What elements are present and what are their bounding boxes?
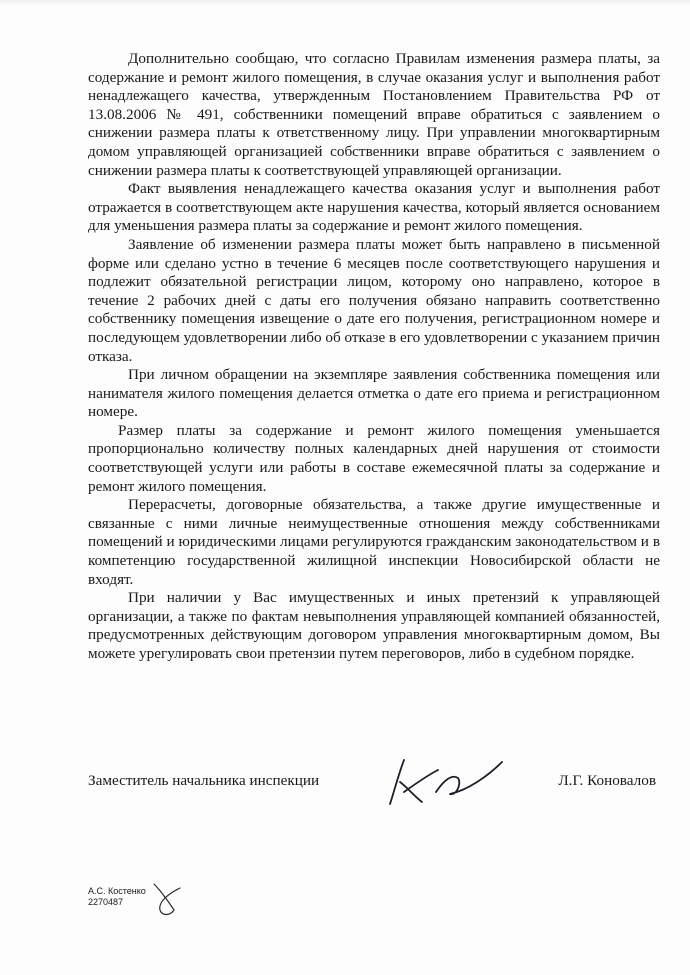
paragraph-2: Факт выявления ненадлежащего качества оказания услуг и выполнения работ отражается в соответствующем акте нарушения качества, который является основанием для уменьшения размера платы за содержание и ремонт жилого помещения. [88,180,660,235]
paragraph-1: Дополнительно сообщаю, что согласно Правилам изменения размера платы, за содержание и ремонт жилого помещения, в случае оказания услуг и выполнения работ ненадлежащего качества, утвержденным Постановлением Правительства РФ от 13.08.2006 № 491, собственники помещений вправе обратиться с заявлением о снижении размера платы к ответственному лицу. При управлении многоквартирным домом управляющей организацией собственники вправе обратиться с заявлением о снижении размера платы к соответствующей управляющей организации. [88,50,660,179]
paragraph-7: При наличии у Вас имущественных и иных претензий к управляющей организации, а также по фактам невыполнения управляющей компанией обязанностей, предусмотренных действующим договором управления многоквартирным домом, Вы можете урегулировать свои претензии путем переговоров, либо в судебном порядке. [88,589,660,662]
paragraph-6: Перерасчеты, договорные обязательства, а также другие имущественные и связанные с ними личные неимущественные отношения между собственниками помещений и юридическими лицами регулируются гражданским законодательством и в компетенцию государственной жилищной инспекции Новосибирской области не входят. [88,496,660,588]
signature-block [88,762,660,822]
signatory-position: Заместитель начальника инспекции [88,772,320,789]
signatory-name: Л.Г. Коновалов [558,772,656,789]
executor-info [88,886,146,908]
executor-phone: 2270487 [88,897,124,907]
executor-name: А.С. Костенко [88,886,146,896]
letter-body [88,50,660,664]
executor-initial-mark [140,880,190,920]
paragraph-3: Заявление об изменении размера платы может быть направлено в письменной форме или сделано устно в течение 6 месяцев после соответствующего нарушения и подлежит обязательной регистрации лицом, которому оно направлено, которое в течение 2 рабочих дней с даты его получения обязано направить соответственно собственнику помещения извещение о дате его получения, регистрационном номере и последующем удовлетворении либо об отказе в его удовлетворении с указанием причин отказа. [88,235,660,365]
handwritten-signature [378,752,508,812]
paragraph-4: При личном обращении на экземпляре заявления собственника помещения или нанимателя жилого помещения делается отметка о дате его приема и регистрационном номере. [88,366,660,421]
scan-shadow [0,0,690,6]
paragraph-5: Размер платы за содержание и ремонт жилого помещения уменьшается пропорционально количеству полных календарных дней нарушения от стоимости соответствующей услуги или работы в составе ежемесячной платы за содержание и ремонт жилого помещения. [88,421,660,495]
